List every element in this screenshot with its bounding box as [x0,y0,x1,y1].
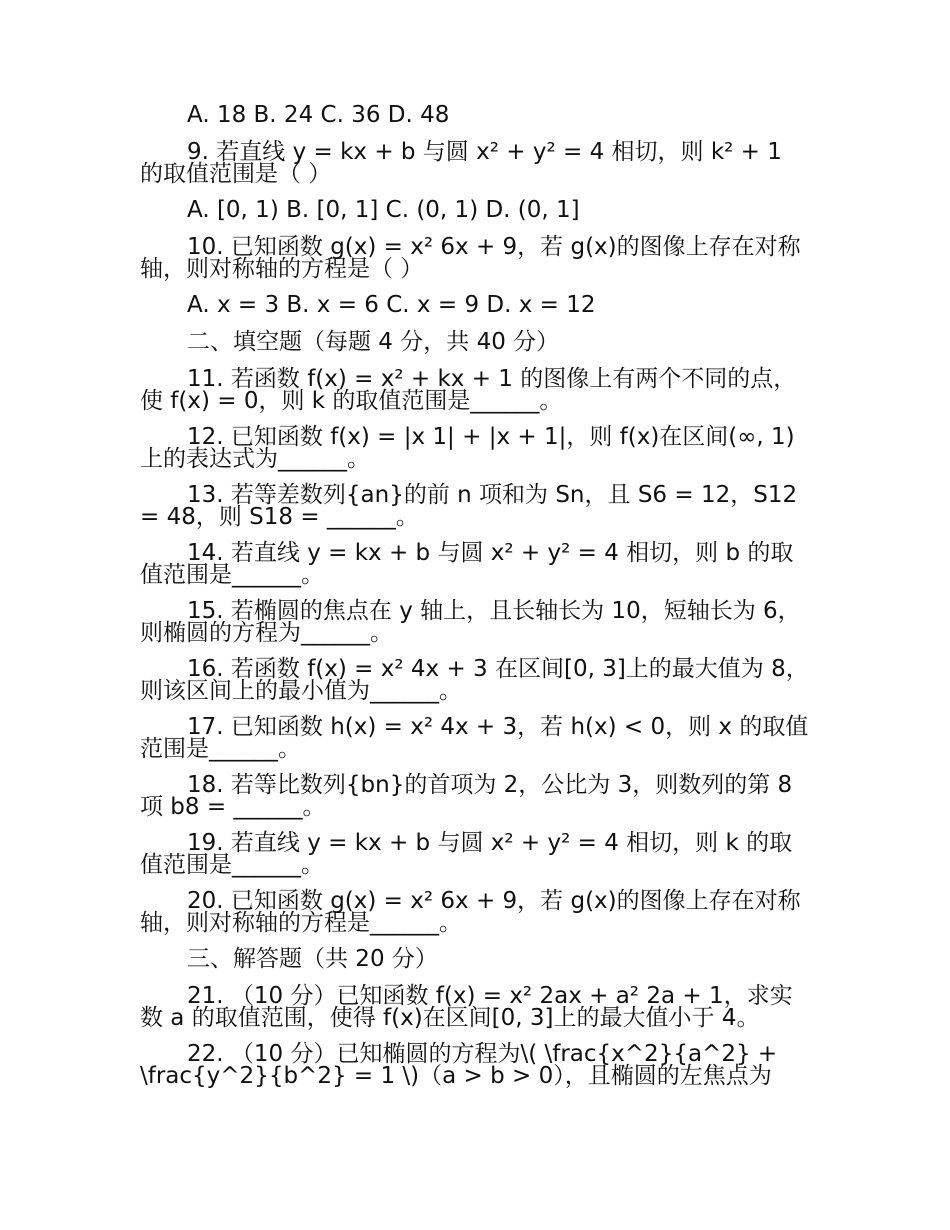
section-fill-in-heading: 二、填空题（每题 4 分，共 40 分） [187,329,560,355]
document-body [140,104,812,1101]
q8-options: A. 18 B. 24 C. 36 D. 48 [187,102,450,128]
q17-question: 17. 已知函数 h(x) = x² 4x + 3，若 h(x) < 0，则 x 的取值范围是______。 [140,714,809,762]
q12-question: 12. 已知函数 f(x) = |x 1| + |x + 1|，则 f(x)在区间(∞, 1)上的表达式为______。 [140,424,795,472]
section-answer-heading: 三、解答题（共 20 分） [187,946,438,972]
q14-question: 14. 若直线 y = kx + b 与圆 x² + y² = 4 相切，则 b 的取值范围是______。 [140,540,794,588]
q10-options: A. x = 3 B. x = 6 C. x = 9 D. x = 12 [187,292,596,318]
q15-question: 15. 若椭圆的焦点在 y 轴上，且长轴长为 10，短轴长为 6，则椭圆的方程为______。 [140,598,801,646]
q19-question: 19. 若直线 y = kx + b 与圆 x² + y² = 4 相切，则 k 的取值范围是______。 [140,830,793,878]
q13-question: 13. 若等差数列{an}的前 n 项和为 Sn，且 S6 = 12，S12 = 48，则 S18 = ______。 [140,482,798,530]
q22-question: 22. （10 分）已知椭圆的方程为\( \frac{x^2}{a^2} + \frac{y^2}{b^2} = 1 \)（a > b > 0），且椭圆的左焦点为 [140,1041,778,1089]
q10-question: 10. 已知函数 g(x) = x² 6x + 9，若 g(x)的图像上存在对称轴，则对称轴的方程是（ ） [140,234,801,282]
q9-options: A. [0, 1) B. [0, 1] C. (0, 1) D. (0, 1] [187,197,580,223]
q16-question: 16. 若函数 f(x) = x² 4x + 3 在区间[0, 3]上的最大值为 8，则该区间上的最小值为______。 [140,656,809,704]
q9-question: 9. 若直线 y = kx + b 与圆 x² + y² = 4 相切，则 k² + 1 的取值范围是（ ） [140,139,782,187]
q21-question: 21. （10 分）已知函数 f(x) = x² 2ax + a² 2a + 1，求实数 a 的取值范围，使得 f(x)在区间[0, 3]上的最大值小于 4。 [140,983,793,1031]
q18-question: 18. 若等比数列{bn}的首项为 2，公比为 3，则数列的第 8 项 b8 = ______。 [140,772,793,820]
q20-question: 20. 已知函数 g(x) = x² 6x + 9，若 g(x)的图像上存在对称轴，则对称轴的方程是______。 [140,888,801,936]
q11-question: 11. 若函数 f(x) = x² + kx + 1 的图像上有两个不同的点，使 f(x) = 0，则 k 的取值范围是______。 [140,366,797,414]
